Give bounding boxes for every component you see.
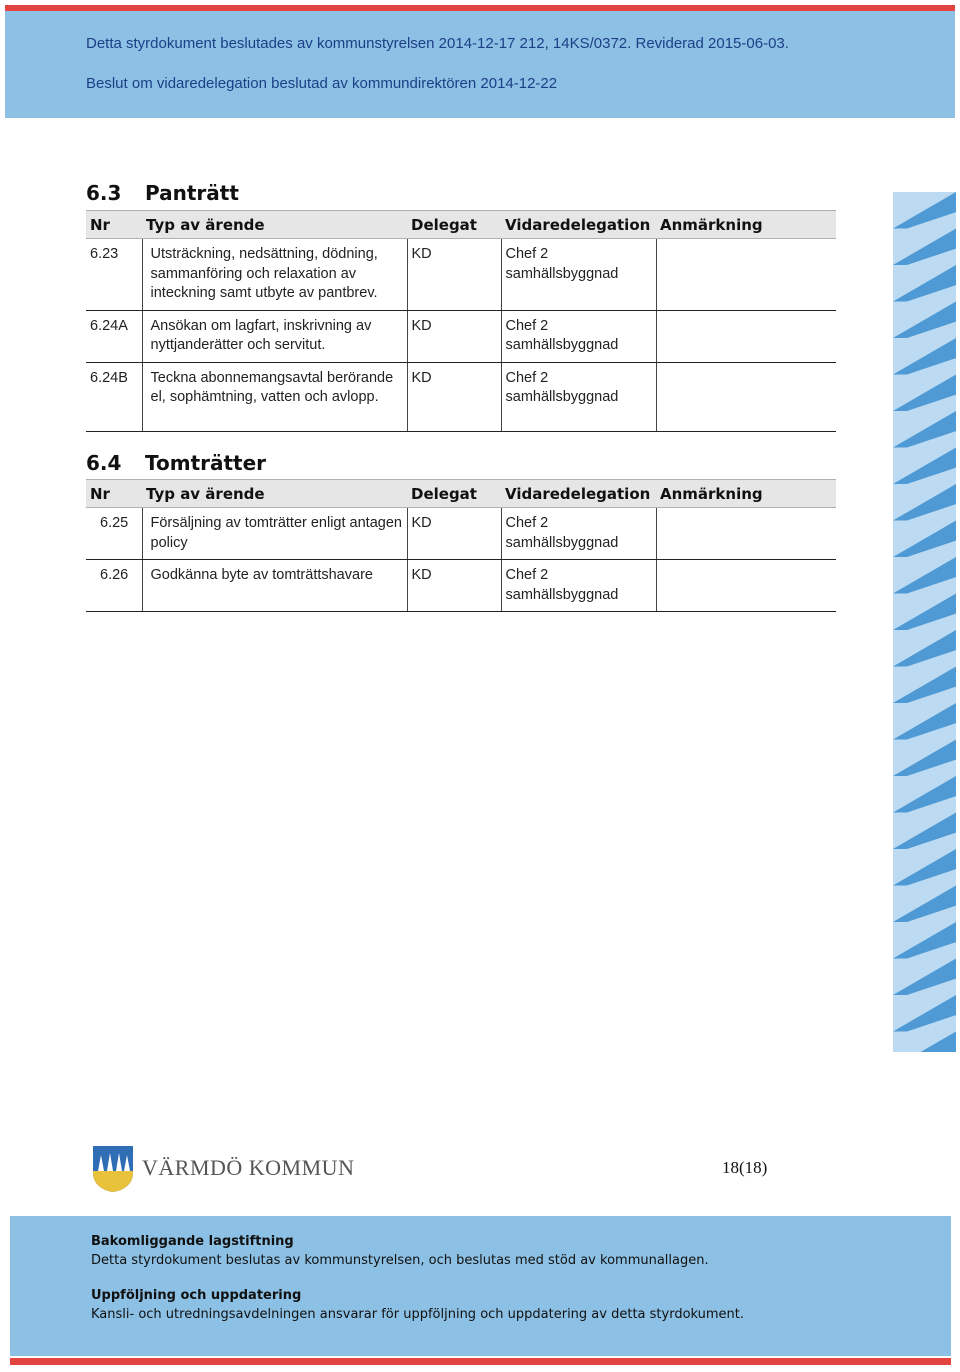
cell-delegat: KD <box>407 362 501 431</box>
col-header-typ: Typ av ärende <box>142 211 407 239</box>
logo-text: VÄRMDÖ KOMMUN <box>142 1155 355 1180</box>
cell-nr: 6.26 <box>86 560 142 612</box>
cell-delegat: KD <box>407 560 501 612</box>
page-number: 18(18) <box>722 1158 768 1177</box>
cell-nr: 6.24A <box>86 310 142 362</box>
section-title: Tomträtter <box>145 451 267 475</box>
decorative-stripe <box>893 192 956 1052</box>
footer-text-followup: Kansli- och utredningsavdelningen ansvarar för uppföljning och uppdatering av detta styrdokument. <box>91 1307 745 1322</box>
footer-heading-followup: Uppföljning och uppdatering <box>91 1288 302 1303</box>
col-header-anm: Anmärkning <box>656 480 836 508</box>
cell-typ: Godkänna byte av tomträttshavare <box>142 560 407 612</box>
table-row <box>86 239 836 311</box>
delegation-table-6-3 <box>86 210 836 432</box>
cell-nr: 6.23 <box>86 239 142 311</box>
section-heading-6-4 <box>86 451 266 475</box>
cell-delegat: KD <box>407 310 501 362</box>
cell-delegat: KD <box>407 239 501 311</box>
cell-vidare: Chef 2 samhällsbyggnad <box>501 362 656 431</box>
table-header-row <box>86 211 836 239</box>
col-header-delegat: Delegat <box>407 211 501 239</box>
cell-vidare: Chef 2 samhällsbyggnad <box>501 239 656 311</box>
delegation-table-6-4 <box>86 479 836 612</box>
col-header-vidare: Vidaredelegation <box>501 211 656 239</box>
footer-banner <box>10 1216 951 1356</box>
footer-text-legislation: Detta styrdokument beslutas av kommunstyrelsen, och beslutas med stöd av kommunallagen. <box>91 1253 709 1268</box>
cell-anm <box>656 560 836 612</box>
footer-heading-legislation: Bakomliggande lagstiftning <box>91 1234 294 1249</box>
header-decision-line: Detta styrdokument beslutades av kommunstyrelsen 2014-12-17 212, 14KS/0372. Reviderad 2015-06-03. <box>86 35 789 52</box>
col-header-nr: Nr <box>86 211 142 239</box>
cell-typ: Teckna abonnemangsavtal berörande el, sophämtning, vatten och avlopp. <box>142 362 407 431</box>
section-number: 6.4 <box>86 451 122 475</box>
coat-of-arms-icon <box>92 1145 134 1193</box>
cell-typ: Utsträckning, nedsättning, dödning, sammanföring och relaxation av inteckning samt utbyte av pantbrev. <box>142 239 407 311</box>
section-number: 6.3 <box>86 181 122 205</box>
table-header-row <box>86 480 836 508</box>
col-header-delegat: Delegat <box>407 480 501 508</box>
municipality-logo <box>92 1145 355 1195</box>
bottom-accent-bar <box>10 1358 951 1365</box>
header-delegation-line: Beslut om vidaredelegation beslutad av kommundirektören 2014-12-22 <box>86 75 558 92</box>
cell-vidare: Chef 2 samhällsbyggnad <box>501 560 656 612</box>
col-header-anm: Anmärkning <box>656 211 836 239</box>
header-banner <box>5 11 955 118</box>
cell-nr: 6.24B <box>86 362 142 431</box>
cell-delegat: KD <box>407 508 501 560</box>
col-header-typ: Typ av ärende <box>142 480 407 508</box>
cell-anm <box>656 310 836 362</box>
cell-nr: 6.25 <box>86 508 142 560</box>
cell-anm <box>656 362 836 431</box>
cell-anm <box>656 508 836 560</box>
cell-anm <box>656 239 836 311</box>
col-header-vidare: Vidaredelegation <box>501 480 656 508</box>
cell-typ: Försäljning av tomträtter enligt antagen policy <box>142 508 407 560</box>
cell-vidare: Chef 2 samhällsbyggnad <box>501 508 656 560</box>
table-row <box>86 362 836 431</box>
section-heading-6-3 <box>86 181 239 205</box>
section-title: Panträtt <box>145 181 239 205</box>
col-header-nr: Nr <box>86 480 142 508</box>
table-row <box>86 560 836 612</box>
table-row <box>86 508 836 560</box>
cell-vidare: Chef 2 samhällsbyggnad <box>501 310 656 362</box>
table-row <box>86 310 836 362</box>
cell-typ: Ansökan om lagfart, inskrivning av nyttjanderätter och servitut. <box>142 310 407 362</box>
